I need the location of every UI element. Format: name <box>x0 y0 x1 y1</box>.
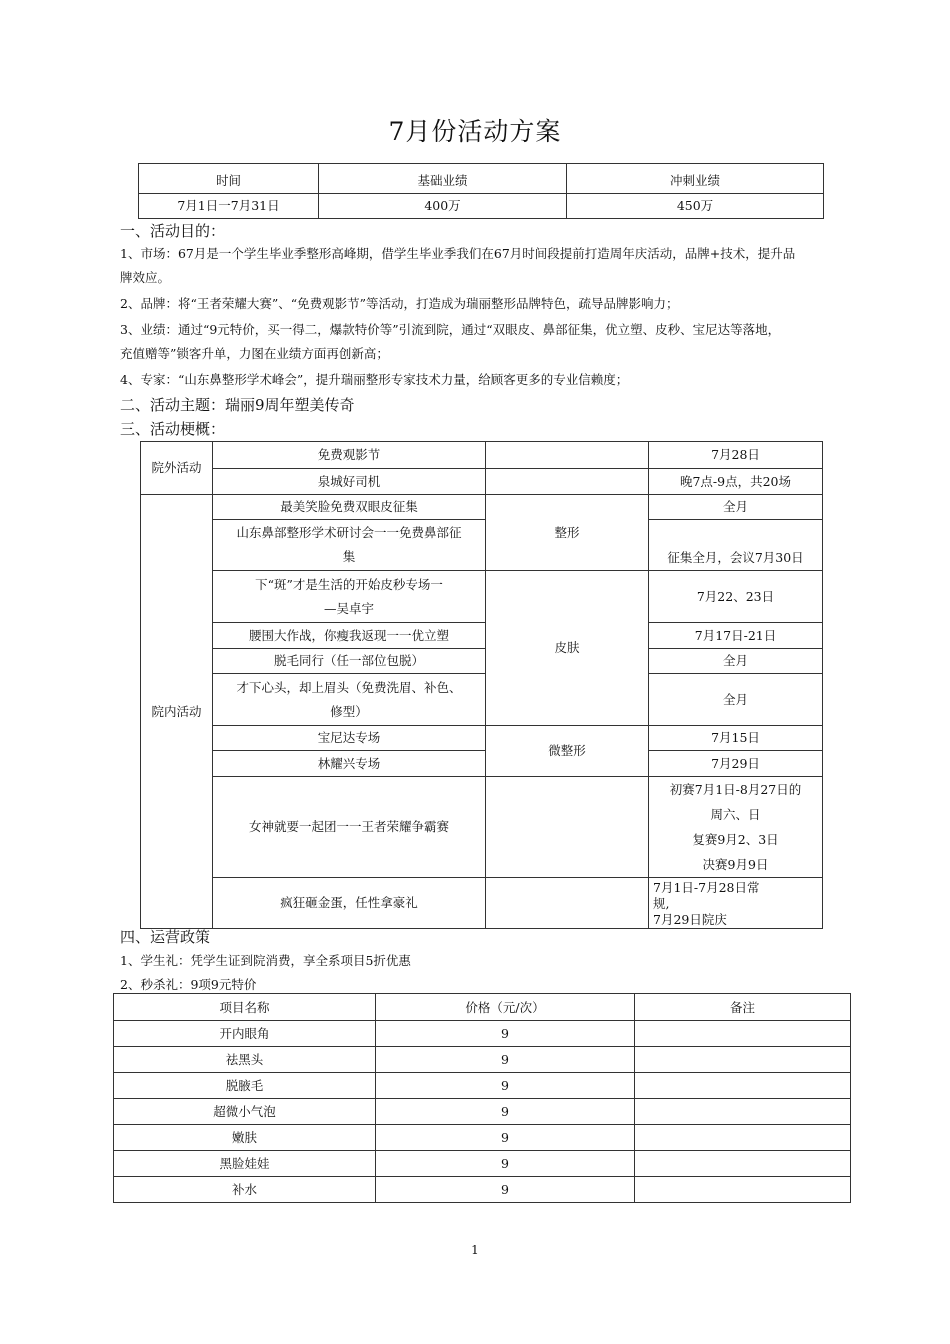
activity-date: 全月 <box>649 649 823 674</box>
table-row <box>114 1177 851 1203</box>
outside-label: 院外活动 <box>141 442 213 495</box>
paragraph: 1、学生礼：凭学生证到院消费，享全系项目5折优惠 <box>120 953 411 968</box>
price-table <box>113 993 851 1203</box>
date-line: 周六、日 <box>710 807 761 822</box>
item-name: 祛黑头 <box>114 1047 376 1073</box>
activity-date: 7月22、23日 <box>649 571 823 623</box>
date-line: 7月29日院庆 <box>653 912 727 927</box>
date-line: 初赛7月1日-8月27日的 <box>669 782 802 797</box>
activity-date: 全月 <box>649 495 823 520</box>
page-number: 1 <box>471 1243 479 1257</box>
item-note <box>635 1099 851 1125</box>
item-price: 9 <box>376 1125 635 1151</box>
activity-name: 疯狂砸金蛋，任性拿豪礼 <box>213 878 486 929</box>
table-row <box>114 1099 851 1125</box>
section2-heading: 二、活动主题：瑞丽9周年塑美传奇 <box>120 396 355 414</box>
item-note <box>635 1073 851 1099</box>
date-line: 规, <box>653 896 670 911</box>
item-note <box>635 1021 851 1047</box>
activity-date: 晚7点-9点，共20场 <box>649 469 823 495</box>
activity-name-line: 才下心头，却上眉头（免费洗眉、补色、 <box>236 679 462 695</box>
paragraph: 充值赠等”锁客升单，力图在业绩方面再创新高； <box>120 346 389 361</box>
header-time: 时间 <box>139 164 319 194</box>
activity-date: 7月15日 <box>649 726 823 751</box>
item-name: 嫩肤 <box>114 1125 376 1151</box>
paragraph: 2、品牌：将“王者荣耀大赛”、“免费观影节”等活动，打造成为瑞丽整形品牌特色，疏导品牌影响力； <box>120 296 679 311</box>
activity-date: 征集全月，会议7月30日 <box>649 520 823 571</box>
activity-name: 林耀兴专场 <box>213 751 486 777</box>
item-price: 9 <box>376 1021 635 1047</box>
category-cell <box>486 469 649 495</box>
activity-name: 腰围大作战，你瘦我返现一一优立塑 <box>213 623 486 649</box>
category-cell <box>486 878 649 929</box>
category-cell <box>486 442 649 469</box>
category-weizhengxing: 微整形 <box>486 726 649 777</box>
item-name: 补水 <box>114 1177 376 1203</box>
activity-name: 脱毛同行（任一部位包脱） <box>213 649 486 674</box>
date-line: 7月1日-7月28日常 <box>653 880 760 895</box>
activity-name-line: —吴卓宇 <box>323 600 374 616</box>
activity-name-line: 山东鼻部整形学术研讨会一一免费鼻部征 <box>236 525 462 540</box>
item-price: 9 <box>376 1177 635 1203</box>
cell-time: 7月1日一7月31日 <box>139 194 319 219</box>
activity-name-line: 修型） <box>330 703 368 719</box>
activity-date <box>649 878 823 929</box>
item-name: 开内眼角 <box>114 1021 376 1047</box>
item-note <box>635 1047 851 1073</box>
activity-date <box>649 777 823 878</box>
table-row <box>114 1047 851 1073</box>
category-pifu: 皮肤 <box>486 571 649 726</box>
item-price: 9 <box>376 1151 635 1177</box>
item-name: 超微小气泡 <box>114 1099 376 1125</box>
item-price: 9 <box>376 1073 635 1099</box>
section3-heading: 三、活动梗概： <box>120 420 226 438</box>
item-price: 9 <box>376 1047 635 1073</box>
activity-table <box>140 441 823 929</box>
paragraph: 1、市场：67月是一个学生毕业季整形高峰期，借学生毕业季我们在67月时间段提前打造周年庆活动，品牌+技术，提升品 <box>120 246 796 261</box>
activity-name: 泉城好司机 <box>213 469 486 495</box>
activity-name: 最美笑脸免费双眼皮征集 <box>213 495 486 520</box>
item-name: 脱腋毛 <box>114 1073 376 1099</box>
page-title: 7月份活动方案 <box>388 117 562 146</box>
header-item: 项目名称 <box>114 994 376 1021</box>
activity-date: 7月28日 <box>649 442 823 469</box>
cell-sprint: 450万 <box>567 194 824 219</box>
activity-name <box>213 674 486 726</box>
header-price: 价格（元/次） <box>376 994 635 1021</box>
activity-name: 宝尼达专场 <box>213 726 486 751</box>
item-name: 黑脸娃娃 <box>114 1151 376 1177</box>
category-cell <box>486 777 649 878</box>
table-row <box>114 1151 851 1177</box>
item-note <box>635 1125 851 1151</box>
activity-date: 全月 <box>649 674 823 726</box>
category-zhengxing: 整形 <box>486 495 649 571</box>
table-row <box>114 1021 851 1047</box>
cell-base: 400万 <box>319 194 567 219</box>
activity-name-line: 集 <box>342 549 356 564</box>
section4-heading: 四、运营政策 <box>120 928 211 946</box>
paragraph: 3、业绩：通过“9元特价，买一得二，爆款特价等”引流到院，通过“双眼皮、鼻部征集，优立塑、皮秒、宝尼达等落地， <box>120 322 781 337</box>
activity-date: 7月17日-21日 <box>649 623 823 649</box>
item-price: 9 <box>376 1099 635 1125</box>
activity-name <box>213 571 486 623</box>
date-line: 复赛9月2、3日 <box>692 832 779 847</box>
activity-name-line: 下“斑”才是生活的开始皮秒专场一 <box>255 576 443 592</box>
activity-name: 女神就要一起团一一王者荣耀争霸赛 <box>213 777 486 878</box>
summary-table <box>138 163 824 219</box>
activity-name: 免费观影节 <box>213 442 486 469</box>
item-note <box>635 1177 851 1203</box>
section1-heading: 一、活动目的： <box>120 222 226 240</box>
table-row <box>114 1125 851 1151</box>
date-line: 决赛9月9日 <box>702 857 769 872</box>
header-note: 备注 <box>635 994 851 1021</box>
header-base: 基础业绩 <box>319 164 567 194</box>
activity-date: 7月29日 <box>649 751 823 777</box>
item-note <box>635 1151 851 1177</box>
header-sprint: 冲刺业绩 <box>567 164 824 194</box>
paragraph: 牌效应。 <box>120 270 171 285</box>
paragraph: 2、秒杀礼：9项9元特价 <box>120 977 257 992</box>
inside-label: 院内活动 <box>141 495 213 929</box>
table-row <box>114 1073 851 1099</box>
paragraph: 4、专家：“山东鼻整形学术峰会”，提升瑞丽整形专家技术力量，给顾客更多的专业信赖度； <box>120 372 629 387</box>
activity-name <box>213 520 486 571</box>
